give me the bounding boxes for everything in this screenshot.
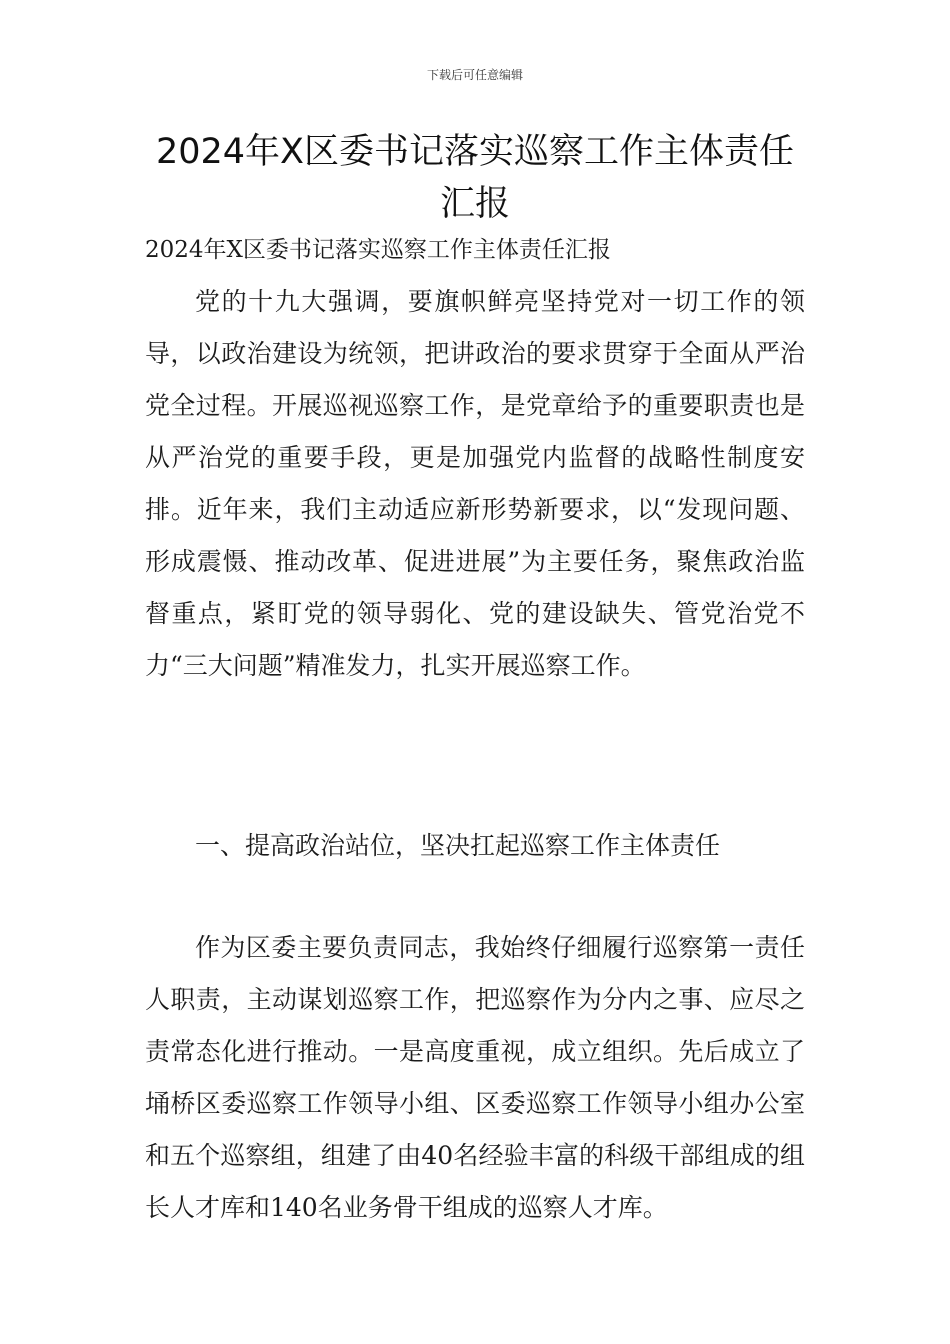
document-subtitle: 2024年X区委书记落实巡察工作主体责任汇报: [145, 237, 611, 263]
paragraph-intro: 党的十九大强调，要旗帜鲜亮坚持党对一切工作的领导，以政治建设为统领，把讲政治的要求贯穿于全面从严治党全过程。开展巡视巡察工作，是党章给予的重要职责也是从严治党的重要手段，更是加强党内监督的战略性制度安排。近年来，我们主动适应新形势新要求，以“发现问题、形成震慑、推动改革、促进进展”为主要任务，聚焦政治监督重点，紧盯党的领导弱化、党的建设缺失、管党治党不力“三大问题”精准发力，扎实开展巡察工作。: [145, 287, 805, 680]
document-title: 2024年X区委书记落实巡察工作主体责任汇报: [155, 132, 795, 224]
header-note: 下载后可任意编辑: [426, 68, 523, 82]
section-heading: 一、提高政治站位，坚决扛起巡察工作主体责任: [195, 831, 721, 860]
paragraph-section-1: 作为区委主要负责同志，我始终仔细履行巡察第一责任人职责，主动谋划巡察工作，把巡察作为分内之事、应尽之责常态化进行推动。一是高度重视，成立组织。先后成立了埇桥区委巡察工作领导小组、区委巡察工作领导小组办公室和五个巡察组，组建了由40名经验丰富的科级干部组成的组长人才库和140名业务骨干组成的巡察人才库。: [145, 933, 805, 1222]
